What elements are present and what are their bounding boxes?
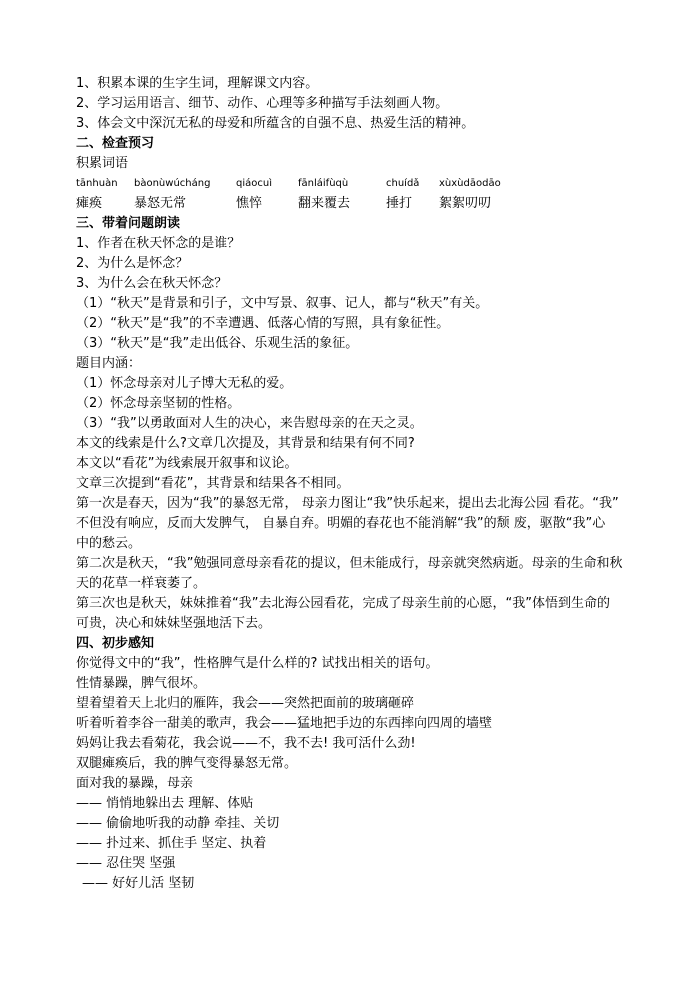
word-6: 絮絮叨叨 bbox=[439, 196, 492, 211]
first-mention-line-1: 第一次是春天，因为“我”的暴怒无常， 母亲力图让“我”快乐起来，提出去北海公园 看花。“我” bbox=[76, 496, 619, 511]
pinyin-2: bàonùwúcháng bbox=[134, 178, 211, 189]
mother-line-4: —— 忍住哭 坚强 bbox=[76, 856, 176, 871]
pinyin-5: chuídǎ bbox=[386, 178, 420, 189]
meaning-3: （3）“我”以勇敢面对人生的决心，来告慰母亲的在天之灵。 bbox=[76, 416, 423, 431]
personality-answer: 性情暴躁，脾气很坏。 bbox=[76, 676, 207, 691]
second-mention-line-1: 第二次是秋天，“我”勉强同意母亲看花的提议，但未能成行，母亲就突然病逝。母亲的生命和秋 bbox=[76, 556, 623, 571]
objective-3: 3、体会文中深沉无私的母爱和所蕴含的自强不息、热爱生活的精神。 bbox=[76, 116, 475, 131]
personality-question: 你觉得文中的“我”，性格脾气是什么样的? 试找出相关的语句。 bbox=[76, 656, 439, 671]
answer-1: （1）“秋天”是背景和引子，文中写景、叙事、记人，都与“秋天”有关。 bbox=[76, 296, 489, 311]
quote-3: 妈妈让我去看菊花，我会说——不，我不去! 我可活什么劲! bbox=[76, 736, 416, 751]
pinyin-6: xùxùdāodāo bbox=[439, 178, 501, 189]
mother-line-2: —— 偷偷地听我的动静 牵挂、关切 bbox=[76, 816, 280, 831]
mother-line-1: —— 悄悄地躲出去 理解、体贴 bbox=[76, 796, 254, 811]
first-mention-line-3: 中的愁云。 bbox=[76, 536, 142, 551]
mother-line-5: —— 好好儿活 坚韧 bbox=[82, 876, 195, 891]
meaning-title: 题目内涵： bbox=[76, 356, 142, 371]
word-5: 捶打 bbox=[386, 196, 413, 211]
clue-question: 本文的线索是什么?文章几次提及，其背景和结果有何不同? bbox=[76, 436, 415, 451]
question-2: 2、为什么是怀念？ bbox=[76, 256, 189, 271]
third-mention-line-1: 第三次也是秋天，妹妹推着“我”去北海公园看花，完成了母亲生前的心愿，“我”体悟到生命的 bbox=[76, 596, 610, 611]
answer-2: （2）“秋天”是“我”的不幸遭遇、低落心情的写照，具有象征性。 bbox=[76, 316, 450, 331]
answer-3: （3）“秋天”是“我”走出低谷、乐观生活的象征。 bbox=[76, 336, 359, 351]
section-3-heading: 三、带着问题朗读 bbox=[76, 216, 181, 231]
question-3: 3、为什么会在秋天怀念？ bbox=[76, 276, 228, 291]
vocab-row bbox=[76, 194, 636, 214]
document-content bbox=[76, 74, 636, 894]
third-mention-line-2: 可贵，决心和妹妹坚强地活下去。 bbox=[76, 616, 272, 631]
clue-answer: 本文以“看花”为线索展开叙事和议论。 bbox=[76, 456, 298, 471]
section-4-heading: 四、初步感知 bbox=[76, 636, 155, 651]
quote-4: 双腿瘫痪后，我的脾气变得暴怒无常。 bbox=[76, 756, 298, 771]
pinyin-row bbox=[76, 174, 636, 194]
mother-line-3: —— 扑过来、抓住手 坚定、执着 bbox=[76, 836, 267, 851]
quote-1: 望着望着天上北归的雁阵，我会——突然把面前的玻璃砸碎 bbox=[76, 696, 415, 711]
section-2-heading: 二、检查预习 bbox=[76, 136, 155, 151]
word-3: 憔悴 bbox=[236, 196, 263, 211]
objective-1: 1、积累本课的生字生词，理解课文内容。 bbox=[76, 76, 319, 91]
quote-2: 听着听着李谷一甜美的歌声，我会——猛地把手边的东西摔向四周的墙壁 bbox=[76, 716, 493, 731]
second-mention-line-2: 天的花草一样衰萎了。 bbox=[76, 576, 207, 591]
mention-summary: 文章三次提到“看花”，其背景和结果各不相同。 bbox=[76, 476, 350, 491]
pinyin-4: fānláifùqù bbox=[298, 178, 349, 189]
meaning-1: （1）怀念母亲对儿子博大无私的爱。 bbox=[76, 376, 293, 391]
word-4: 翻来覆去 bbox=[298, 196, 351, 211]
pinyin-1: tānhuàn bbox=[76, 178, 118, 189]
pinyin-3: qiáocuì bbox=[236, 178, 272, 189]
objective-2: 2、学习运用语言、细节、动作、心理等多种描写手法刻画人物。 bbox=[76, 96, 449, 111]
meaning-2: （2）怀念母亲坚韧的性格。 bbox=[76, 396, 241, 411]
word-1: 瘫痪 bbox=[76, 196, 103, 211]
first-mention-line-2: 不但没有响应，反而大发脾气， 自暴自弃。明媚的春花也不能消解“我”的颓 废，驱散“我”心 bbox=[76, 516, 606, 531]
word-2: 暴怒无常 bbox=[134, 196, 187, 211]
vocab-subtitle: 积累词语 bbox=[76, 156, 129, 171]
quote-5: 面对我的暴躁，母亲 bbox=[76, 776, 194, 791]
question-1: 1、作者在秋天怀念的是谁？ bbox=[76, 236, 241, 251]
